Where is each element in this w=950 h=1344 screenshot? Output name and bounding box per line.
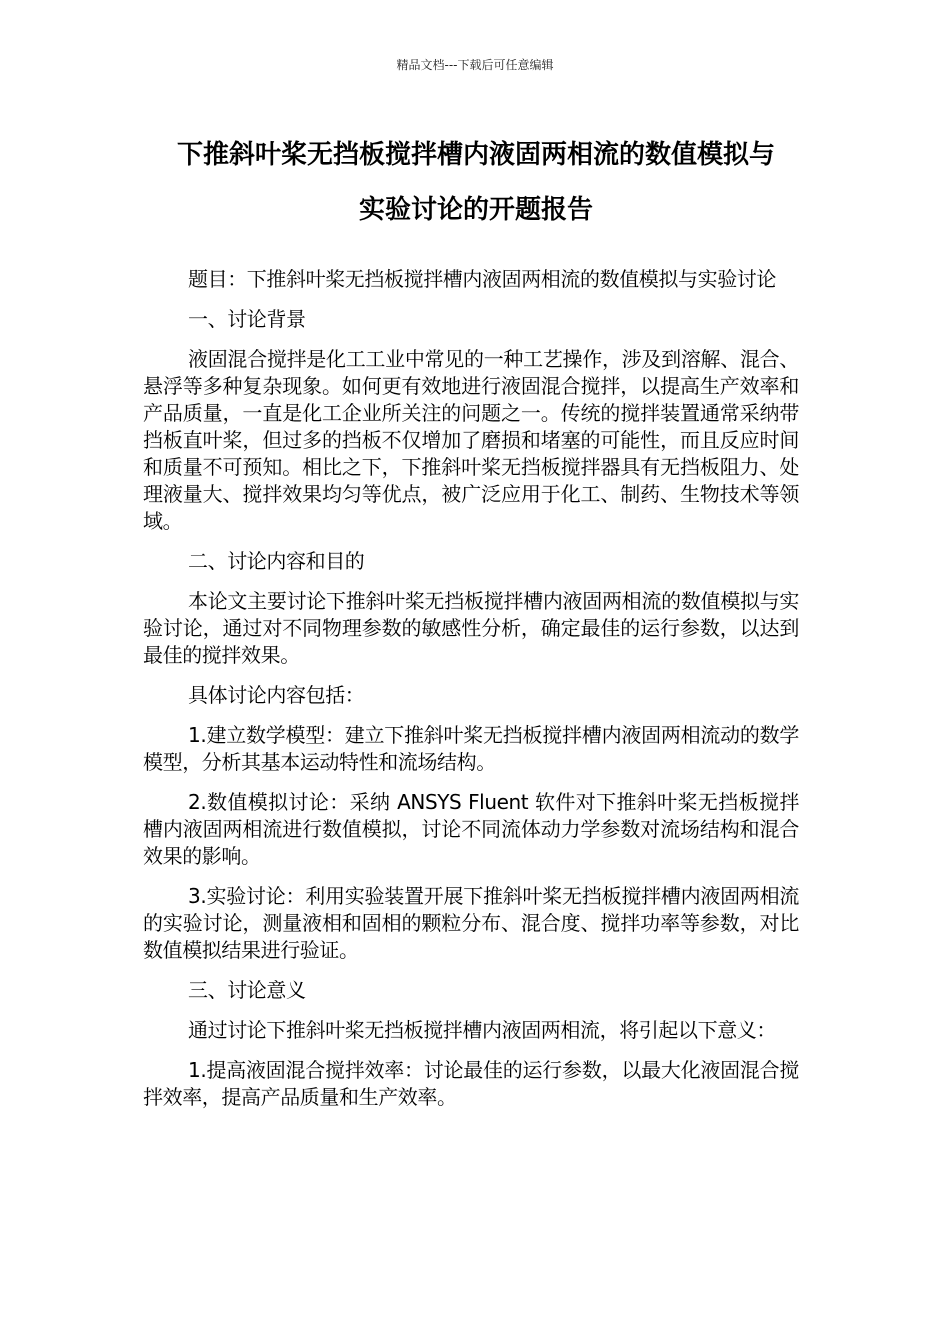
content-intro-paragraph: 具体讨论内容包括： [188, 683, 365, 707]
significance-intro-paragraph: 通过讨论下推斜叶桨无挡板搅拌槽内液固两相流，将引起以下意义： [188, 1018, 776, 1042]
topic-paragraph: 题目：下推斜叶桨无挡板搅拌槽内液固两相流的数值模拟与实验讨论 [188, 267, 776, 291]
section-heading-content-purpose: 二、讨论内容和目的 [188, 549, 365, 573]
document-title-line-2: 实验讨论的开题报告 [358, 195, 593, 225]
content-purpose-paragraph: 本论文主要讨论下推斜叶桨无挡板搅拌槽内液固两相流的数值模拟与实验讨论，通过对不同物理参数的敏感性分析，确定最佳的运行参数，以达到最佳的搅拌效果。 [143, 589, 799, 667]
content-item-1: 1.建立数学模型：建立下推斜叶桨无挡板搅拌槽内液固两相流动的数学模型，分析其基本运动特性和流场结构。 [143, 723, 799, 774]
section-heading-background: 一、讨论背景 [188, 307, 306, 331]
content-item-3: 3.实验讨论：利用实验装置开展下推斜叶桨无挡板搅拌槽内液固两相流的实验讨论，测量液相和固相的颗粒分布、混合度、搅拌功率等参数，对比数值模拟结果进行验证。 [143, 884, 799, 962]
content-item-2: 2.数值模拟讨论：采纳 ANSYS Fluent 软件对下推斜叶桨无挡板搅拌槽内液固两相流进行数值模拟，讨论不同流体动力学参数对流场结构和混合效果的影响。 [143, 790, 799, 868]
document-body [143, 266, 799, 1124]
significance-item-1: 1.提高液固混合搅拌效率：讨论最佳的运行参数，以最大化液固混合搅拌效率，提高产品质量和生产效率。 [143, 1058, 799, 1109]
page-header-watermark: 精品文档---下载后可任意编辑 [396, 58, 554, 72]
background-paragraph: 液固混合搅拌是化工工业中常见的一种工艺操作，涉及到溶解、混合、悬浮等多种复杂现象。如何更有效地进行液固混合搅拌，以提高生产效率和产品质量，一直是化工企业所关注的问题之一。传统的搅拌装置通常采纳带挡板直叶桨，但过多的挡板不仅增加了磨损和堵塞的可能性，而且反应时间和质量不可预知。相比之下，下推斜叶桨无挡板搅拌器具有无挡板阻力、处理液量大、搅拌效果均匀等优点，被广泛应用于化工、制药、生物技术等领域。 [143, 347, 799, 533]
document-title-line-1: 下推斜叶桨无挡板搅拌槽内液固两相流的数值模拟与 [176, 140, 775, 170]
section-heading-significance: 三、讨论意义 [188, 978, 306, 1002]
document-title [140, 128, 812, 238]
